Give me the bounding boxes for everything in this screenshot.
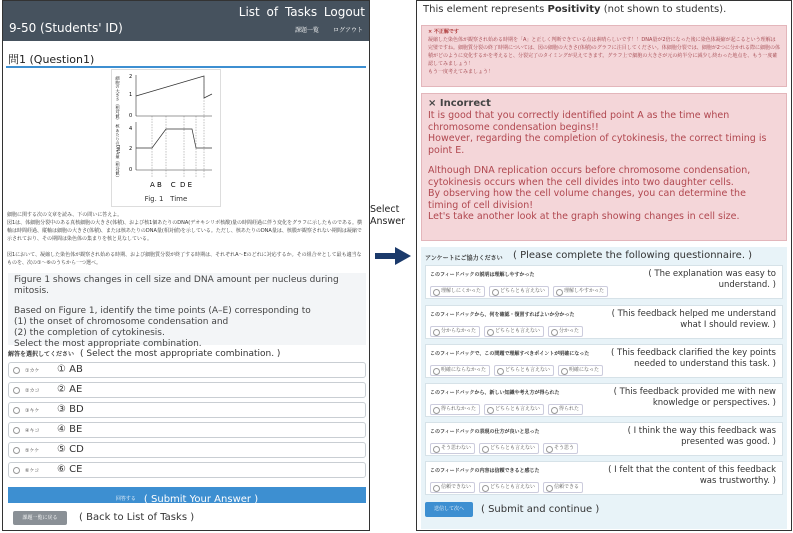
survey-option-radio[interactable]: 明確になった: [558, 365, 603, 376]
y2-tick: 0: [129, 167, 133, 173]
survey-option-radio[interactable]: どちらとも言えない: [489, 286, 549, 297]
feedback-paragraph-2: [428, 165, 780, 223]
translation-line: Based on Figure 1, identify the time points (A–E) corresponding to: [14, 306, 311, 316]
back-to-list-button[interactable]: 課題一覧に戻る: [13, 511, 67, 525]
time-axis-label: Time: [170, 195, 188, 203]
feedback-line: However, regarding the completion of cytokinesis, the correct timing is: [428, 133, 767, 144]
survey-question-jp: このフィードバックの説明は理解しやすかった: [430, 272, 535, 278]
translation-line: Select the most appropriate combination.: [14, 339, 202, 349]
answer-choice-4[interactable]: [8, 422, 366, 438]
answer-choice-6[interactable]: [8, 462, 366, 478]
right-arrow-icon: [375, 247, 411, 265]
choice-jp: ④キコ: [25, 428, 40, 434]
figure-1: [111, 69, 221, 207]
survey-option-radio[interactable]: そう思う: [543, 443, 578, 454]
y1-tick: 1: [129, 92, 133, 98]
answer-choice-1[interactable]: [8, 362, 366, 378]
radio-icon[interactable]: [13, 427, 20, 434]
figure-caption-text: Fig. 1: [144, 195, 164, 203]
choice-en: ③ BD: [57, 404, 84, 415]
survey-question-en: ( This feedback clarified the key points needed to understand this task. ): [611, 348, 776, 369]
nav-logout-link[interactable]: ログアウト: [332, 27, 363, 34]
answer-choice-5[interactable]: [8, 442, 366, 458]
survey-option-radio[interactable]: どちらとも言えない: [484, 404, 544, 415]
survey-question-jp: このフィードバックの内容は信頼できると感じた: [430, 468, 540, 474]
jp-question: 図1において、凝縮した染色体が観察され始める時期、および細胞質分裂が終了する時期は、それぞれA〜Eのどれに対応するか。その組合せとして最も適当なものを、次の①〜⑥のうちから一つ選べ。: [7, 252, 362, 266]
select-label-jp: 解答を選択してください: [8, 351, 75, 358]
choice-en: ① AB: [57, 364, 83, 375]
radio-icon[interactable]: [13, 467, 20, 474]
survey-option-radio[interactable]: 分かった: [548, 326, 583, 337]
nav-list-of-tasks-link[interactable]: 課題一覧: [295, 27, 320, 34]
choice-en: ② AE: [57, 384, 83, 395]
survey-option-radio[interactable]: 分からなかった: [430, 326, 480, 337]
translation-line: [14, 297, 360, 306]
choice-jp: ②カコ: [25, 388, 40, 394]
nav-annotation-en: List of Tasks Logout: [238, 5, 365, 19]
translation-line: (2) the completion of cytokinesis.: [14, 328, 165, 338]
translation-line: (1) the onset of chromosome condensation and: [14, 317, 229, 327]
back-button-translation: ( Back to List of Tasks ): [79, 512, 195, 523]
dna-amount-line: [136, 129, 212, 148]
survey-question-jp: このフィードバックの表現の仕方が良いと思った: [430, 429, 540, 435]
survey-option-radio[interactable]: 得られなかった: [430, 404, 480, 415]
survey-question-5: [425, 422, 783, 456]
survey-heading-en: ( Please complete the following questionnaire. ): [513, 250, 753, 261]
survey-question-4: [425, 383, 783, 417]
figure-caption: [112, 195, 220, 203]
survey-option-radio[interactable]: 理解しやすかった: [553, 286, 608, 297]
app-header: [3, 1, 369, 41]
note-prefix: This element represents: [423, 4, 548, 15]
question-translation: [8, 273, 366, 349]
note-suffix: (not shown to students).: [600, 4, 727, 15]
feedback-paragraph-1: [428, 110, 780, 156]
radio-icon[interactable]: [13, 447, 20, 454]
survey-heading-jp: アンケートにご協力ください: [425, 255, 503, 262]
note-emphasis: Positivity: [547, 4, 601, 15]
feedback-screen: [416, 0, 792, 531]
feedback-line: It is good that you correctly identified point A as the time when: [428, 110, 730, 121]
questionnaire-panel: [421, 247, 787, 529]
positivity-note: [423, 4, 726, 15]
jp-feedback-heading: × 不正解です: [428, 29, 459, 35]
survey-option-radio[interactable]: 明確にならなかった: [430, 365, 490, 376]
page-title: 9-50 (Students' ID): [9, 21, 123, 35]
choice-en: ④ BE: [57, 424, 83, 435]
choice-jp: ①カケ: [25, 368, 40, 374]
question-title-underline: [6, 66, 366, 68]
survey-question-en: ( I felt that the content of this feedback was trustworthy. ): [608, 465, 776, 486]
student-task-screen: [2, 0, 370, 531]
survey-options: [430, 443, 578, 454]
survey-option-radio[interactable]: どちらとも言えない: [479, 482, 539, 493]
radio-icon[interactable]: [13, 387, 20, 394]
survey-question-en: ( I think the way this feedback was presented was good. ): [627, 426, 776, 447]
jp-passage: 細胞に関する次の文章を読み、下の問いに答えよ。 図1は、体細胞分裂中のある真核細胞の大きさ(体積)、および核1個あたりのDNA(デオキシリボ核酸)量の時間経過に伴う変化をグラフに示したものである。横軸は時間経過、縦軸は細胞の大きさ(体積)、または核あたりのDNA量(相対値)を示している。ただし、核あたりのDNA量は、核膜が観察されない期間は凝縮で示されており、その期間は染色体の集まりを核と見なしている。: [7, 212, 363, 242]
choice-jp: ⑤ケケ: [25, 448, 40, 454]
survey-option-radio[interactable]: 信頼できる: [543, 482, 583, 493]
survey-question-3: [425, 344, 783, 378]
survey-question-jp: このフィードバックで、この問題で理解すべきポイントが明確になった: [430, 351, 590, 357]
feedback-line: cytokinesis occurs when the cell divides into two daughter cells.: [428, 176, 734, 188]
feedback-line: By observing how the cell volume changes, you can determine the: [428, 188, 746, 199]
choice-jp: ③キケ: [25, 408, 40, 414]
survey-question-en: ( This feedback helped me understand what I should review. ): [611, 309, 776, 330]
figure-1-graph: [112, 70, 222, 194]
survey-option-radio[interactable]: どちらとも言えない: [479, 443, 539, 454]
survey-options: [430, 326, 583, 337]
select-answer-label: [8, 349, 280, 359]
ylabel-dna: 核あたりのDNA量（相対値）: [115, 124, 121, 180]
survey-options: [430, 365, 603, 376]
feedback-line: Let's take another look at the graph showing changes in cell size.: [428, 211, 740, 222]
survey-option-radio[interactable]: 信頼できない: [430, 482, 475, 493]
survey-question-6: [425, 461, 783, 495]
ylabel-cell-size: 細胞の大きさ（相対値）: [115, 76, 121, 123]
survey-options: [430, 404, 583, 415]
submit-continue-translation: ( Submit and continue ): [481, 504, 600, 515]
survey-options: [430, 482, 583, 493]
feedback-line: chromosome condensation begins!!: [428, 121, 599, 133]
select-label-en: ( Select the most appropriate combination. ): [80, 349, 281, 359]
survey-question-jp: このフィードバックから、新しい知識や考え方が得られた: [430, 390, 560, 396]
survey-question-jp: このフィードバックから、何を確認・復習すればよいか分かった: [430, 312, 575, 318]
survey-question-en: ( The explanation was easy to understand. ): [648, 269, 776, 290]
feedback-line: Although DNA replication occurs before chromosome condensation,: [428, 165, 751, 176]
submit-answer-button[interactable]: [8, 487, 366, 503]
jp-feedback-box: [421, 25, 787, 87]
survey-option-radio[interactable]: 理解しにくかった: [430, 286, 485, 297]
submit-jp: 回答する: [115, 496, 136, 502]
x-point-labels: A B C D E: [150, 181, 193, 189]
feedback-line: timing of cell division!: [428, 199, 534, 211]
jp-feedback-text: 凝縮した染色体が観察され始める時期を「A」と正しく判断できている点は素晴らしいです！！DNA量が2倍になった後に染色体凝縮が起こるという理解は完璧ですね。細胞質分裂の終了時期については、図の細胞の大きさ(体積)のグラフに注目してください。体細胞分裂では、細胞が2つに分かれる際に細胞の体積がどのように変化するかを考えると、分裂完了のタイミングが見えてきます。グラフ上で細胞の大きさが元の約半分に減少し終わった地点を、もう一度確認してみましょう！ もう一度考えてみましょう！: [428, 37, 780, 75]
y1-tick: 0: [129, 113, 133, 119]
choice-en: ⑤ CD: [57, 444, 84, 455]
survey-question-2: [425, 305, 783, 339]
en-feedback-box: [421, 93, 787, 241]
select-answer-caption: Select Answer: [370, 204, 405, 227]
choice-jp: ⑥ケコ: [25, 468, 40, 474]
translation-line: Figure 1 shows changes in cell size and DNA amount per nucleus during mitosis.: [14, 275, 339, 296]
y2-tick: 2: [129, 146, 133, 152]
nav-links: [283, 25, 363, 34]
cell-size-line: [136, 76, 212, 98]
answer-choice-3[interactable]: [8, 402, 366, 418]
question-title: 問1 (Question1): [8, 53, 95, 66]
y1-tick: 2: [129, 74, 133, 80]
radio-icon[interactable]: [13, 367, 20, 374]
submit-and-continue-button[interactable]: 送信して次へ: [425, 502, 473, 517]
survey-options: [430, 286, 608, 297]
y2-tick: 4: [129, 126, 133, 132]
survey-option-radio[interactable]: そう思わない: [430, 443, 475, 454]
incorrect-heading: × Incorrect: [428, 98, 491, 109]
survey-option-radio[interactable]: どちらとも言えない: [484, 326, 544, 337]
survey-question-1: [425, 265, 783, 299]
radio-icon[interactable]: [13, 407, 20, 414]
feedback-line: point E.: [428, 144, 465, 156]
choice-en: ⑥ CE: [57, 464, 83, 475]
answer-choice-2[interactable]: [8, 382, 366, 398]
survey-option-radio[interactable]: 得られた: [548, 404, 583, 415]
survey-option-radio[interactable]: どちらとも言えない: [494, 365, 554, 376]
survey-question-en: ( This feedback provided me with new knowledge or perspectives. ): [613, 387, 776, 408]
submit-en: ( Submit Your Answer ): [143, 494, 259, 505]
